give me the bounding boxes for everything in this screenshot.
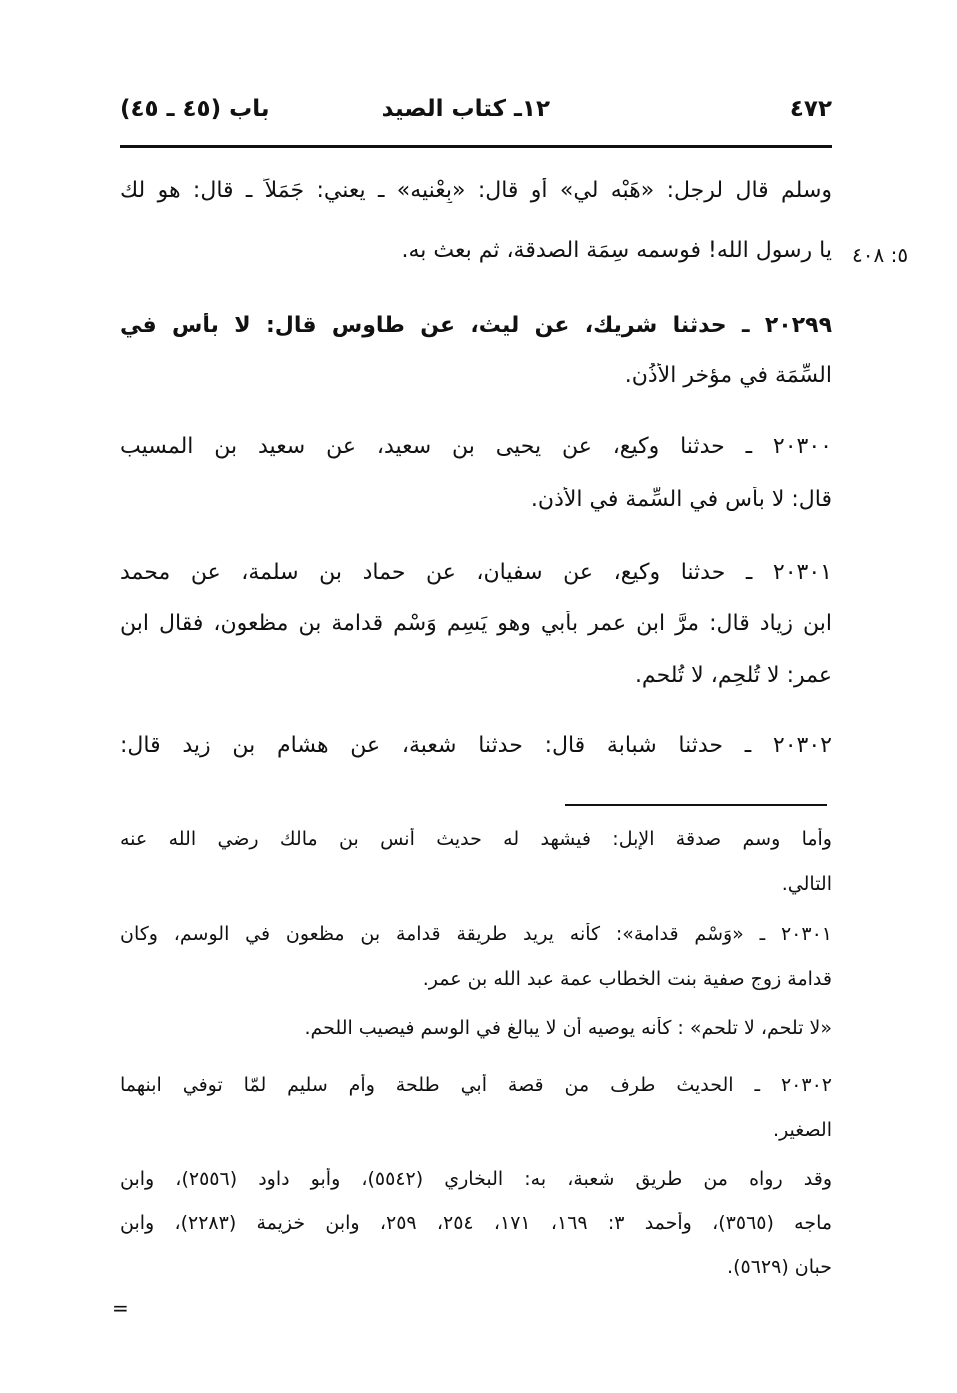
chapter-title: باب (٤٥ ـ ٤٥): [120, 96, 270, 122]
footnote-line: ماجه (٣٥٦٥)، وأحمد ٣: ١٦٩، ١٧١، ٢٥٤، ٢٥٩، وابن خزيمة (٢٢٨٣)، وابن: [120, 1212, 832, 1234]
footnote-line: التالي.: [781, 873, 832, 895]
footnote-line: وقد رواه من طريق شعبة، به: البخاري (٥٥٤٢)، وأبو داود (٢٥٥٦)، وابن: [120, 1168, 832, 1190]
text-line: قال: لا بأس في السِّمة في الأذن.: [530, 487, 832, 512]
book-title: ١٢ـ كتاب الصيد: [381, 96, 550, 122]
footnote-line: الصغير.: [773, 1119, 832, 1141]
text-line: وسلم قال لرجل: «هَبْه لي» أو قال: «بِعْنيه» ـ يعني: جَمَلاً ـ قال: هو لك: [120, 178, 832, 203]
text-line: يا رسول الله! فوسمه سِمَة الصدقة، ثم بعث به.: [401, 238, 832, 263]
hadith-line: ٢٠٣٠٠ ـ حدثنا وكيع، عن يحيى بن سعيد، عن سعيد بن المسيب: [120, 434, 832, 459]
footnote-line: «لا تلحم، لا تلحم» : كأنه يوصيه أن لا يبالغ في الوسم فيصيب اللحم.: [304, 1017, 832, 1039]
footnote-line: وأما وسم صدقة الإبل: فيشهد له حديث أنس بن مالك رضي الله عنه: [120, 828, 832, 850]
footnote-line: حبان (٥٦٢٩).: [727, 1256, 832, 1278]
text-line: السِّمَة في مؤخر الأُذُن.: [624, 363, 832, 388]
text-line: ابن زياد قال: مرَّ ابن عمر بأبي وهو يَسِم وَسْم قدامة بن مظعون، فقال ابن: [120, 611, 832, 636]
footnote-line: قدامة زوج صفية بنت الخطاب عمة عبد الله بن عمر.: [422, 968, 832, 990]
page-number: ٤٧٢: [789, 96, 832, 122]
margin-reference: ٥: ٤٠٨: [852, 243, 909, 267]
continuation-mark: =: [112, 1296, 129, 1320]
hadith-line: ٢٠٣٠١ ـ حدثنا وكيع، عن سفيان، عن حماد بن سلمة، عن محمد: [120, 560, 832, 585]
footnote-line: ٢٠٣٠٢ ـ الحديث طرف من قصة أبي طلحة وأم سليم لمّا توفي ابنهما: [120, 1074, 832, 1096]
text-line: عمر: لا تُلحِم، لا تُلحم.: [634, 663, 832, 688]
footnotes: [120, 0, 832, 1300]
hadith-line: ٢٠٢٩٩ ـ حدثنا شريك، عن ليث، عن طاوس قال: لا بأس في: [120, 313, 832, 338]
footnote-line: ٢٠٣٠١ ـ «وَسْم قدامة»: كأنه يريد طريقة قدامة بن مظعون في الوسم، وكان: [120, 923, 832, 945]
hadith-line: ٢٠٣٠٢ ـ حدثنا شبابة قال: حدثنا شعبة، عن هشام بن زيد قال:: [120, 733, 832, 758]
